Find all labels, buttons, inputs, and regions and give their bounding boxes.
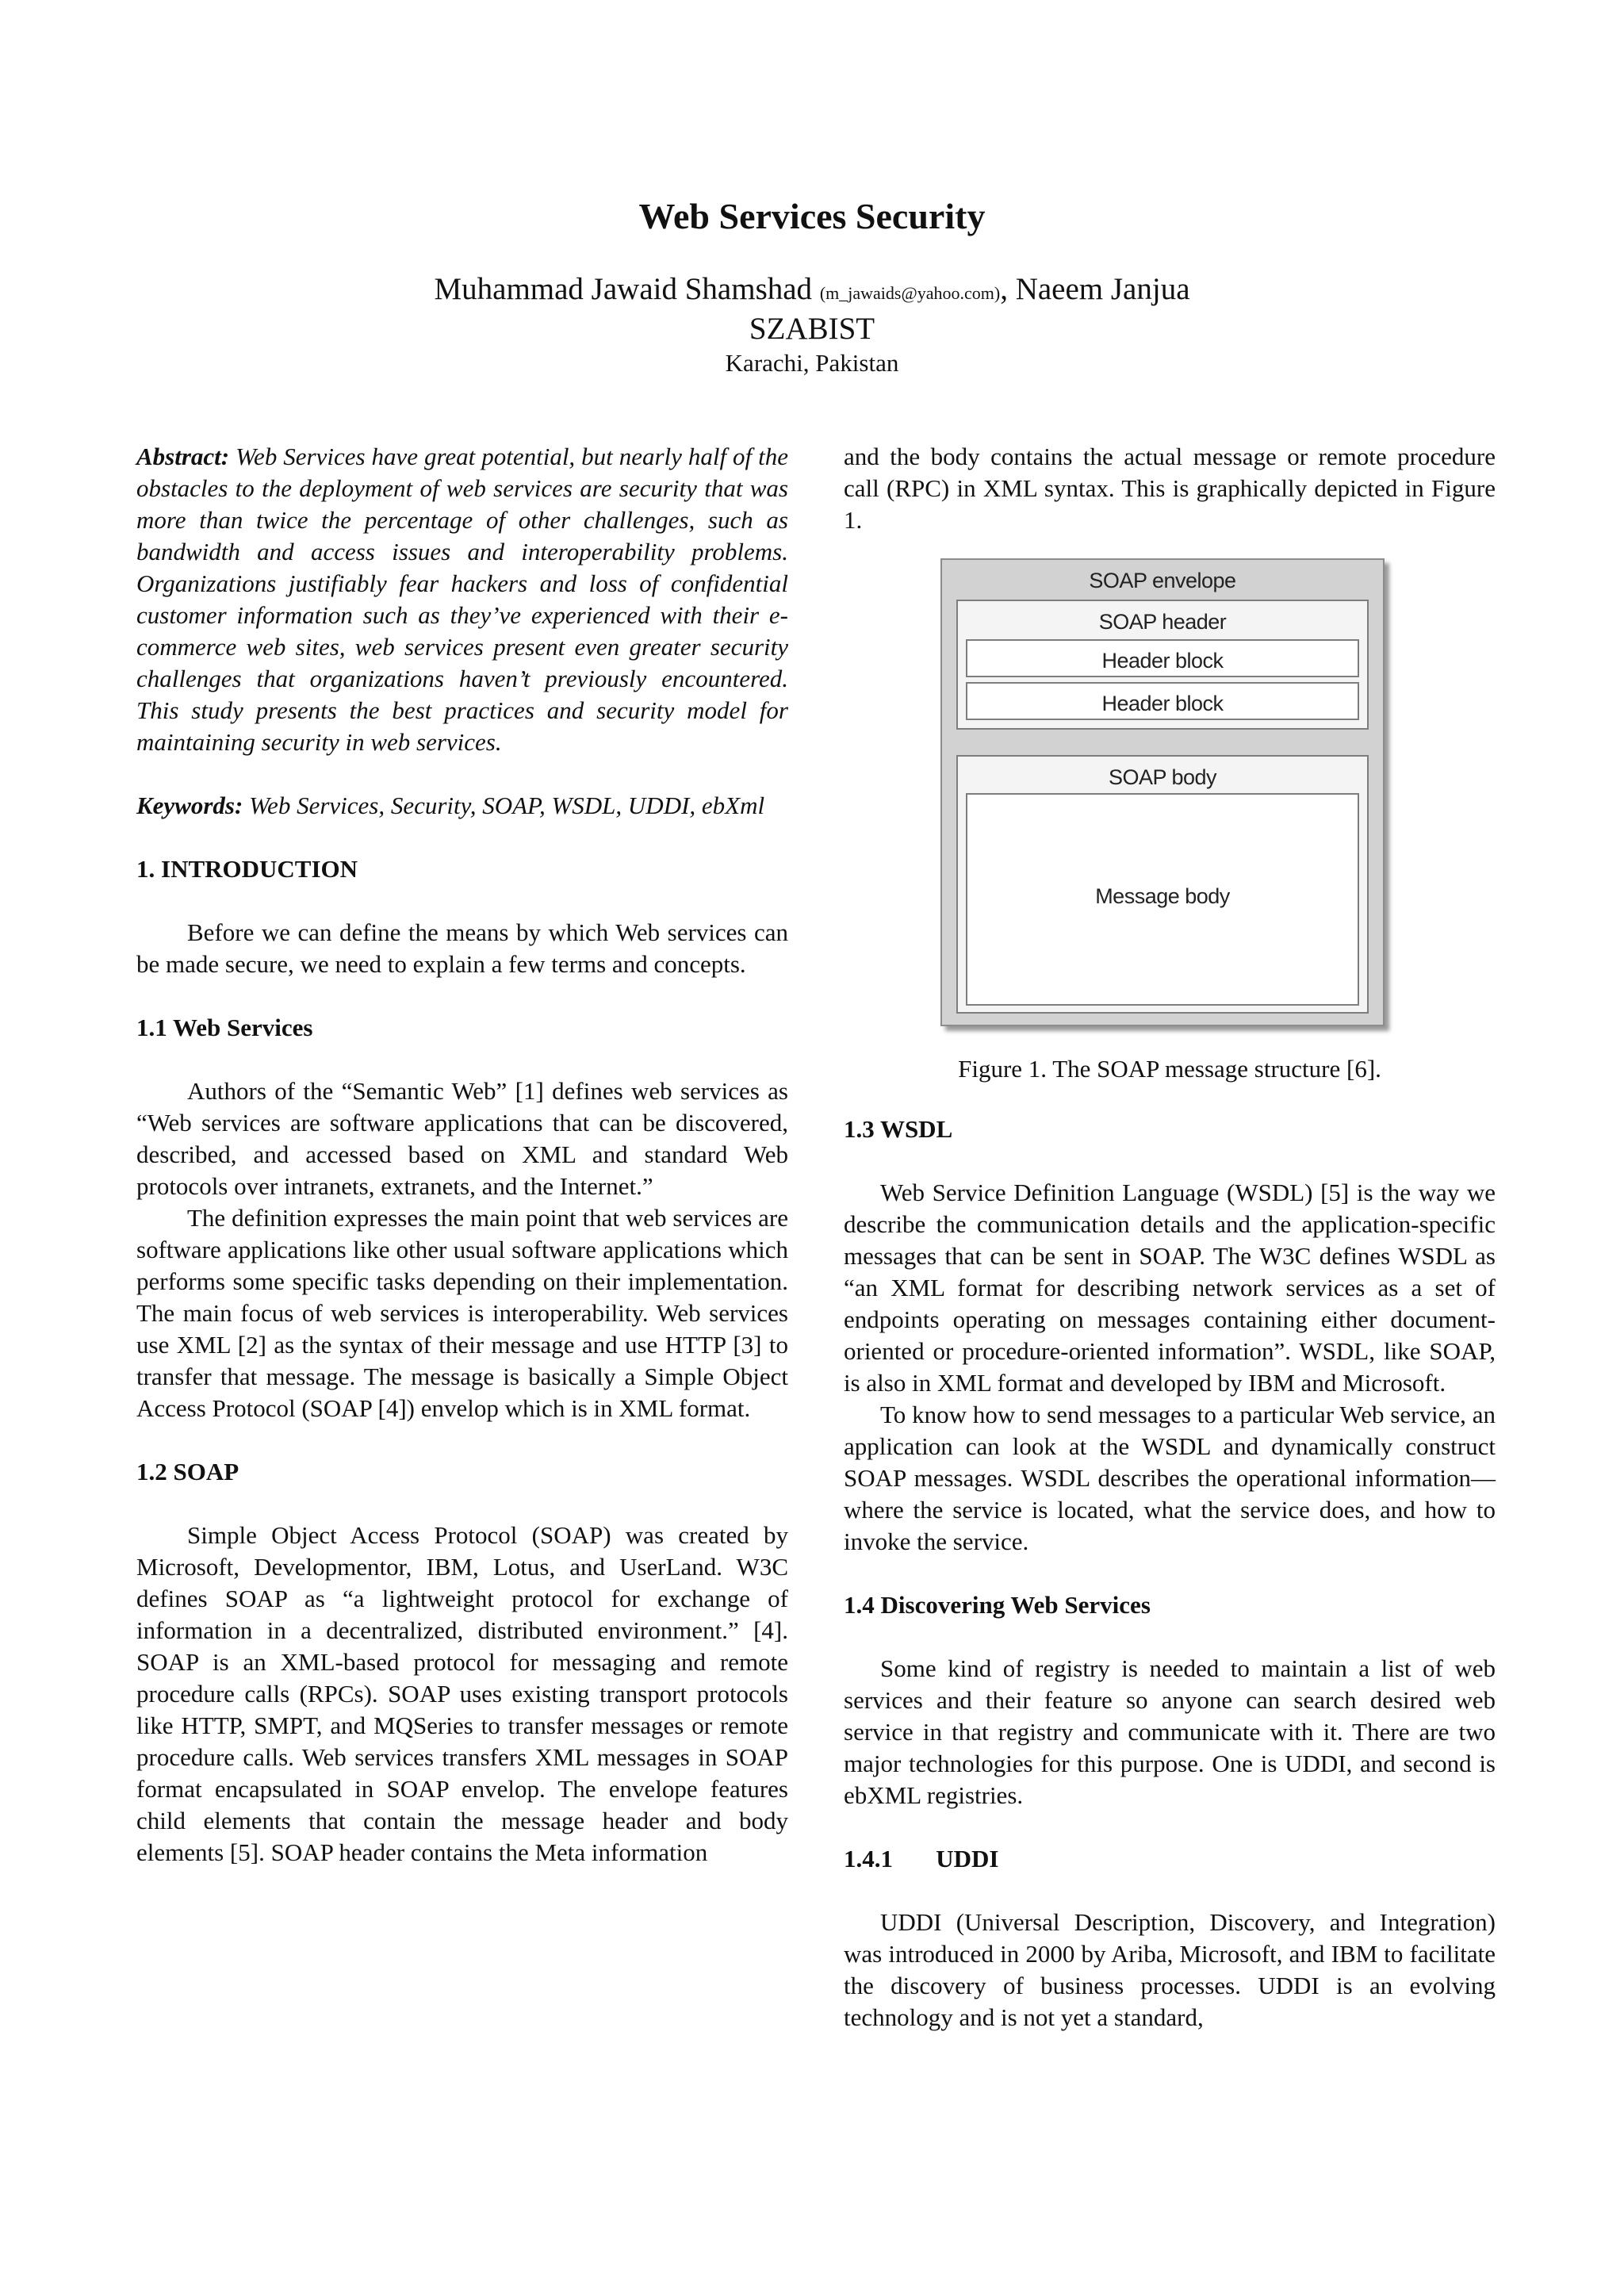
section-heading-soap: 1.2 SOAP [136,1458,239,1485]
paragraph-wsdl-1: Web Service Definition Language (WSDL) [5] is the way we describe the communication details and the application-specific messages that can be sent in SOAP. The W3C defines WSDL as “an XML format for describing network services as a set of endpoints operating on messages containing either document-oriented or procedure-oriented information”. WSDL, like SOAP, is also in XML format and developed by IBM and Microsoft. [844,1179,1496,1397]
author-line [0,271,1624,307]
soap-body-box [956,755,1369,1014]
paragraph-soap: Simple Object Access Protocol (SOAP) was created by Microsoft, Developmentor, IBM, Lotus, and UserLand. W3C defines SOAP as “a lightweight protocol for exchange of information in a decentralized, distributed environment.” [4]. SOAP is an XML-based protocol for messaging and remote procedure calls (RPCs). SOAP uses existing transport protocols like HTTP, SMPT, and MQSeries to transfer messages or remote procedure calls. Web services transfers XML messages in SOAP format encapsulated in SOAP envelop. The envelope features child elements that contain the message header and body elements [5]. SOAP header contains the Meta information [136,1521,788,1866]
paragraph-web-services-1: Authors of the “Semantic Web” [1] defines web services as “Web services are software applications that can be discovered, described, and accessed based on XML and standard Web protocols over intranets, extranets, and the Internet.” [136,1077,788,1200]
author-2: Naeem Janjua [1015,272,1190,306]
author-1: Muhammad Jawaid Shamshad [434,272,813,306]
header-block-2-label: Header block [1101,692,1224,715]
figure-caption: Figure 1. The SOAP message structure [6]. [958,1055,1381,1083]
author-separator: , [1000,272,1016,306]
soap-structure-figure [940,558,1388,1031]
soap-header-label: SOAP header [1098,610,1227,634]
paragraph-discovering: Some kind of registry is needed to maintain a list of web services and their feature so anyone can search desired web service in that registry and communicate with it. There are two major technologies for this purpose. One is UDDI, and second is ebXML registries. [844,1654,1496,1809]
paragraph-uddi: UDDI (Universal Description, Discovery, and Integration) was introduced in 2000 by Ariba, Microsoft, and IBM to facilitate the discovery of business processes. UDDI is an evolving technology and is not yet a standard, [844,1908,1496,2031]
soap-header-box [956,600,1369,730]
affiliation: SZABIST [749,312,875,346]
abstract-text: Web Services have great potential, but nearly half of the obstacles to the deployment of web services are security that was more than twice the percentage of other challenges, such as bandwidth and access issues and interoperability problems. Organizations justifiably fear hackers and loss of confidential customer information such as they’ve experienced with their e-commerce web sites, web services present even greater security challenges that organizations haven’t previously encountered. This study presents the best practices and security model for maintaining security in web services. [136,443,788,756]
keywords-text: Web Services, Security, SOAP, WSDL, UDDI, ebXml [243,792,765,819]
left-column [136,441,788,1869]
soap-body-label: SOAP body [1108,765,1217,789]
author-email: (m_jawaids@yahoo.com) [819,283,1001,303]
abstract-label: Abstract: [136,443,230,470]
section-heading-uddi: 1.4.1 UDDI [844,1845,999,1872]
section-heading-discovering: 1.4 Discovering Web Services [844,1591,1151,1619]
keywords [136,790,788,822]
paper-title: Web Services Security [638,196,986,236]
message-body-label: Message body [1095,884,1230,908]
header-block-2 [966,682,1359,720]
message-body-box [966,793,1359,1006]
paragraph-wsdl-2: To know how to send messages to a particular Web service, an application can look at the WSDL and dynamically construct SOAP messages. WSDL describes the operational information—where the service is located, what the service does, and how to invoke the service. [844,1401,1496,1555]
soap-envelope-box [940,558,1385,1026]
paragraph-web-services-2: The definition expresses the main point that web services are software applications like other usual software applications which performs some specific tasks depending on their implementation. The main focus of web services is interoperability. Web services use XML [2] as the syntax of their message and use HTTP [3] to transfer that message. The message is basically a Simple Object Access Protocol (SOAP [4]) envelop which is in XML format. [136,1204,788,1422]
section-heading-web-services: 1.1 Web Services [136,1014,313,1041]
right-column [844,441,1496,2033]
header-block-1-label: Header block [1101,649,1224,673]
soap-envelope-label: SOAP envelope [1089,569,1236,592]
section-heading-introduction: 1. INTRODUCTION [136,855,358,883]
abstract [136,441,788,758]
section-heading-wsdl: 1.3 WSDL [844,1115,953,1143]
keywords-label: Keywords: [136,792,243,819]
paragraph-soap-continued: and the body contains the actual message or remote procedure call (RPC) in XML syntax. This is graphically depicted in Figure 1. [844,443,1496,534]
location: Karachi, Pakistan [725,349,899,377]
header-block-1 [966,639,1359,677]
paragraph-introduction: Before we can define the means by which Web services can be made secure, we need to explain a few terms and concepts. [136,918,788,978]
